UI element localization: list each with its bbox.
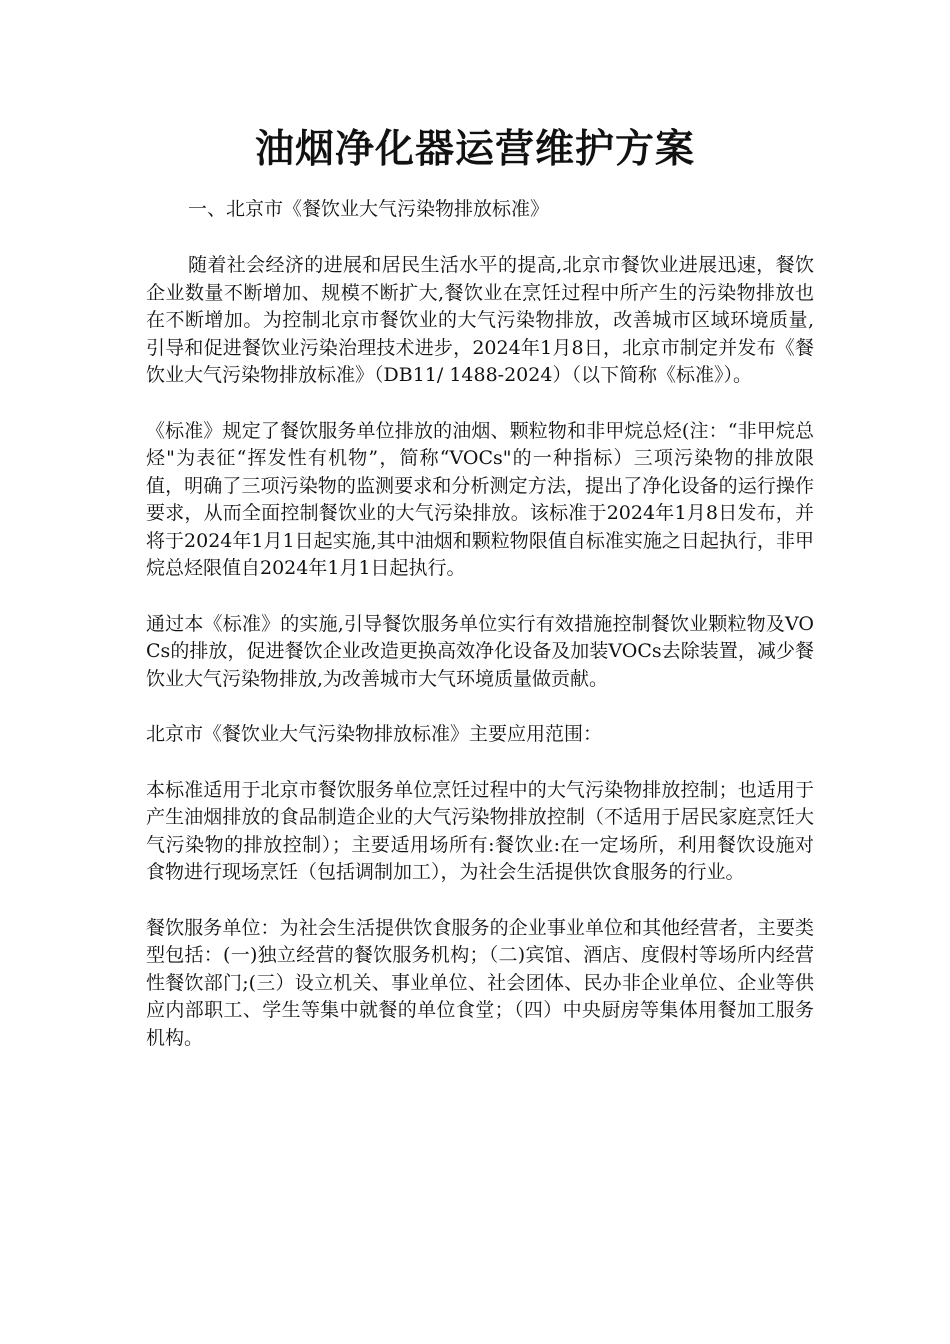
document-title: 油烟净化器运营维护方案 bbox=[254, 127, 695, 172]
section-heading: 一、北京市《餐饮业大气污染物排放标准》 bbox=[188, 198, 550, 220]
paragraph-applicability: 本标准适用于北京市餐饮服务单位烹饪过程中的大气污染物排放控制；也适用于产生油烟排放的食品制造企业的大气污染物排放控制（不适用于居民家庭烹饪大气污染物的排放控制）；主要适用场所有:餐饮业:在一定场所，利用餐饮设施对食物进行现场烹饪（包括调制加工），为社会生活提供饮食服务的行业。 bbox=[146, 778, 814, 883]
paragraph-implementation: 通过本《标准》的实施,引导餐饮服务单位实行有效措施控制餐饮业颗粒物及VOCs的排放，促进餐饮企业改造更换高效净化设备及加装VOCs去除装置，减少餐饮业大气污染物排放,为改善城市大气环境质量做贡献。 bbox=[146, 612, 814, 690]
paragraph-standard-scope: 《标准》规定了餐饮服务单位排放的油烟、颗粒物和非甲烷总烃(注：“非甲烷总烃"为表征“挥发性有机物”，简称“VOCs"的一种指标）三项污染物的排放限值，明确了三项污染物的监测要求和分析测定方法，提出了净化设备的运行操作要求，从而全面控制餐饮业的大气污染排放。该标准于2024年1月8日发布，并将于2024年1月1日起实施,其中油烟和颗粒物限值自标准实施之日起执行，非甲烷总烃限值自2024年1月1日起执行。 bbox=[146, 419, 814, 579]
paragraph-background: 随着社会经济的进展和居民生活水平的提高,北京市餐饮业进展迅速，餐饮企业数量不断增加、规模不断扩大,餐饮业在烹饪过程中所产生的污染物排放也在不断增加。为控制北京市餐饮业的大气污染物排放，改善城市区域环境质量,引导和促进餐饮业污染治理技术进步，2024年1月8日，北京市制定并发布《餐饮业大气污染物排放标准》（DB11/ 1488-2024）（以下简称《标准》）。 bbox=[146, 254, 814, 386]
document-body bbox=[146, 194, 814, 1080]
paragraph-application-heading: 北京市《餐饮业大气污染物排放标准》主要应用范围： bbox=[146, 723, 603, 745]
paragraph-service-units: 餐饮服务单位：为社会生活提供饮食服务的企业事业单位和其他经营者，主要类型包括：(一)独立经营的餐饮服务机构；（二)宾馆、酒店、度假村等场所内经营性餐饮部门;(三）设立机关、事业单位、社会团体、民办非企业单位、企业等供应内部职工、学生等集中就餐的单位食堂；（四）中央厨房等集体用餐加工服务机构。 bbox=[146, 916, 814, 1049]
